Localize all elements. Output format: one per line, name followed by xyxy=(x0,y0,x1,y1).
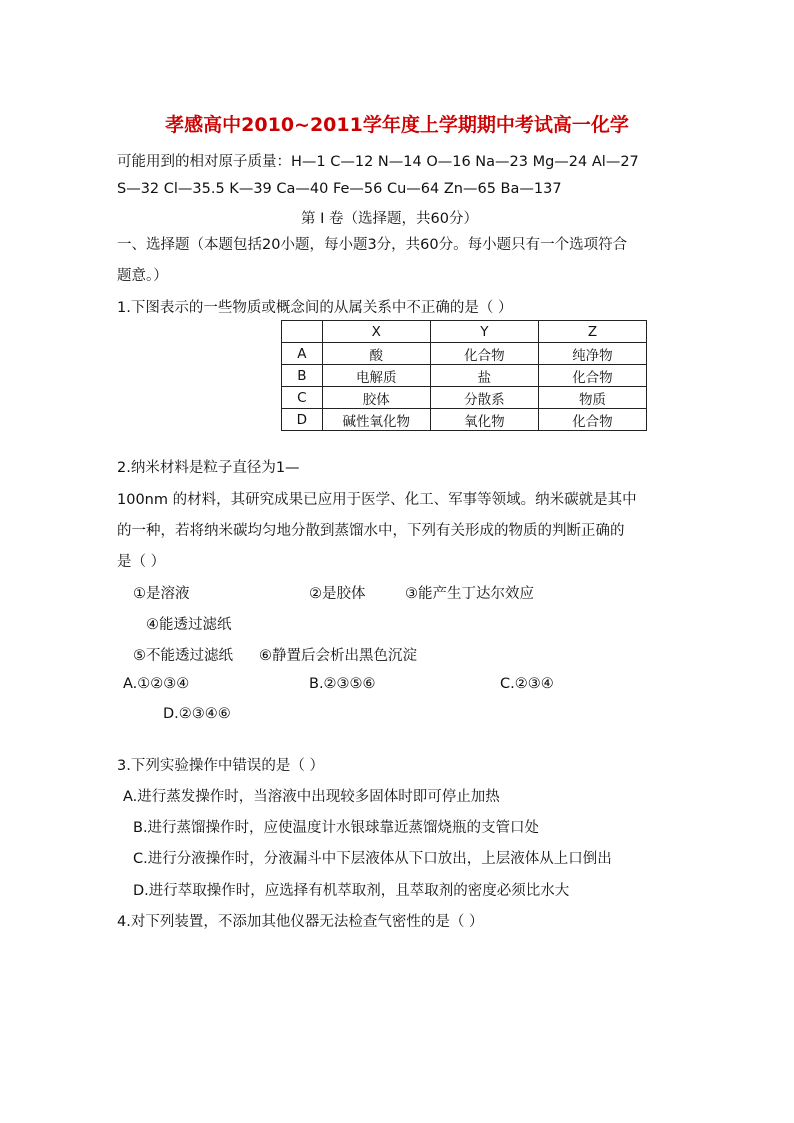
table-cell: C xyxy=(282,387,323,409)
table-cell: 酸 xyxy=(322,343,430,365)
table-header-cell xyxy=(282,321,323,343)
table-header-row xyxy=(282,321,647,343)
statement-4: ④能透过滤纸 xyxy=(146,617,232,633)
question-3-choice-a: A.进行蒸发操作时，当溶液中出现较多固体时即可停止加热 xyxy=(123,789,500,805)
choice-d: D.②③④⑥ xyxy=(163,706,231,722)
question-3-choice-c: C.进行分液操作时，分液漏斗中下层液体从下口放出，上层液体从上口倒出 xyxy=(133,851,612,867)
table-cell: 电解质 xyxy=(322,365,430,387)
table-cell: 胶体 xyxy=(322,387,430,409)
question-3-choice-b: B.进行蒸馏操作时，应使温度计水银球靠近蒸馏烧瓶的支管口处 xyxy=(133,820,540,836)
question-2-line-1: 2.纳米材料是粒子直径为1— xyxy=(117,460,300,476)
table-cell: 化合物 xyxy=(430,343,538,365)
table-row xyxy=(282,409,647,431)
choice-b: B.②③⑤⑥ xyxy=(309,676,376,692)
question-3-stem: 3.下列实验操作中错误的是（ ） xyxy=(117,758,324,774)
table-header-cell: Y xyxy=(430,321,538,343)
table-cell: B xyxy=(282,365,323,387)
statement-5: ⑤不能透过滤纸 xyxy=(133,648,233,664)
question-4-stem: 4.对下列装置，不添加其他仪器无法检查气密性的是（ ） xyxy=(117,914,484,930)
table-cell: 化合物 xyxy=(538,365,646,387)
table-cell: 化合物 xyxy=(538,409,646,431)
table-cell: 物质 xyxy=(538,387,646,409)
table-row xyxy=(282,365,647,387)
statement-6: ⑥静置后会析出黑色沉淀 xyxy=(259,648,417,664)
table-cell: 碱性氧化物 xyxy=(322,409,430,431)
table-row xyxy=(282,343,647,365)
statement-1: ①是溶液 xyxy=(133,586,190,602)
statement-2: ②是胶体 xyxy=(309,586,366,602)
question-2-line-2: 100nm 的材料，其研究成果已应用于医学、化工、军事等领域。纳米碳就是其中 xyxy=(117,492,637,508)
question-1-table xyxy=(281,320,647,431)
table-cell: D xyxy=(282,409,323,431)
choice-a: A.①②③④ xyxy=(123,676,190,692)
table-row xyxy=(282,387,647,409)
question-2-line-3: 的一种，若将纳米碳均匀地分散到蒸馏水中，下列有关形成的物质的判断正确的 xyxy=(117,523,625,539)
table-cell: 氧化物 xyxy=(430,409,538,431)
section-heading-line-2: 题意。） xyxy=(117,268,168,284)
table-cell: 纯净物 xyxy=(538,343,646,365)
table-cell: 分散系 xyxy=(430,387,538,409)
section-heading-line-1: 一、选择题（本题包括20小题，每小题3分，共60分。每小题只有一个选项符合 xyxy=(117,237,628,253)
question-2-line-4: 是（ ） xyxy=(117,554,166,570)
table-cell: 盐 xyxy=(430,365,538,387)
table-header-cell: Z xyxy=(538,321,646,343)
exam-title: 孝感高中2010~2011学年度上学期期中考试高一化学 xyxy=(165,114,629,136)
question-3-choice-d: D.进行萃取操作时，应选择有机萃取剂，且萃取剂的密度必须比水大 xyxy=(133,883,570,899)
atomic-mass-line-1: 可能用到的相对原子质量：H—1 C—12 N—14 O—16 Na—23 Mg—24 Al—27 xyxy=(117,154,639,170)
table-header-cell: X xyxy=(322,321,430,343)
choice-c: C.②③④ xyxy=(500,676,554,692)
table-cell: A xyxy=(282,343,323,365)
atomic-mass-line-2: S—32 Cl—35.5 K—39 Ca—40 Fe—56 Cu—64 Zn—65 Ba—137 xyxy=(117,181,562,197)
part-heading: 第 I 卷（选择题，共60分） xyxy=(301,211,478,227)
statement-3: ③能产生丁达尔效应 xyxy=(405,586,534,602)
question-1-stem: 1.下图表示的一些物质或概念间的从属关系中不正确的是（ ） xyxy=(117,300,513,316)
